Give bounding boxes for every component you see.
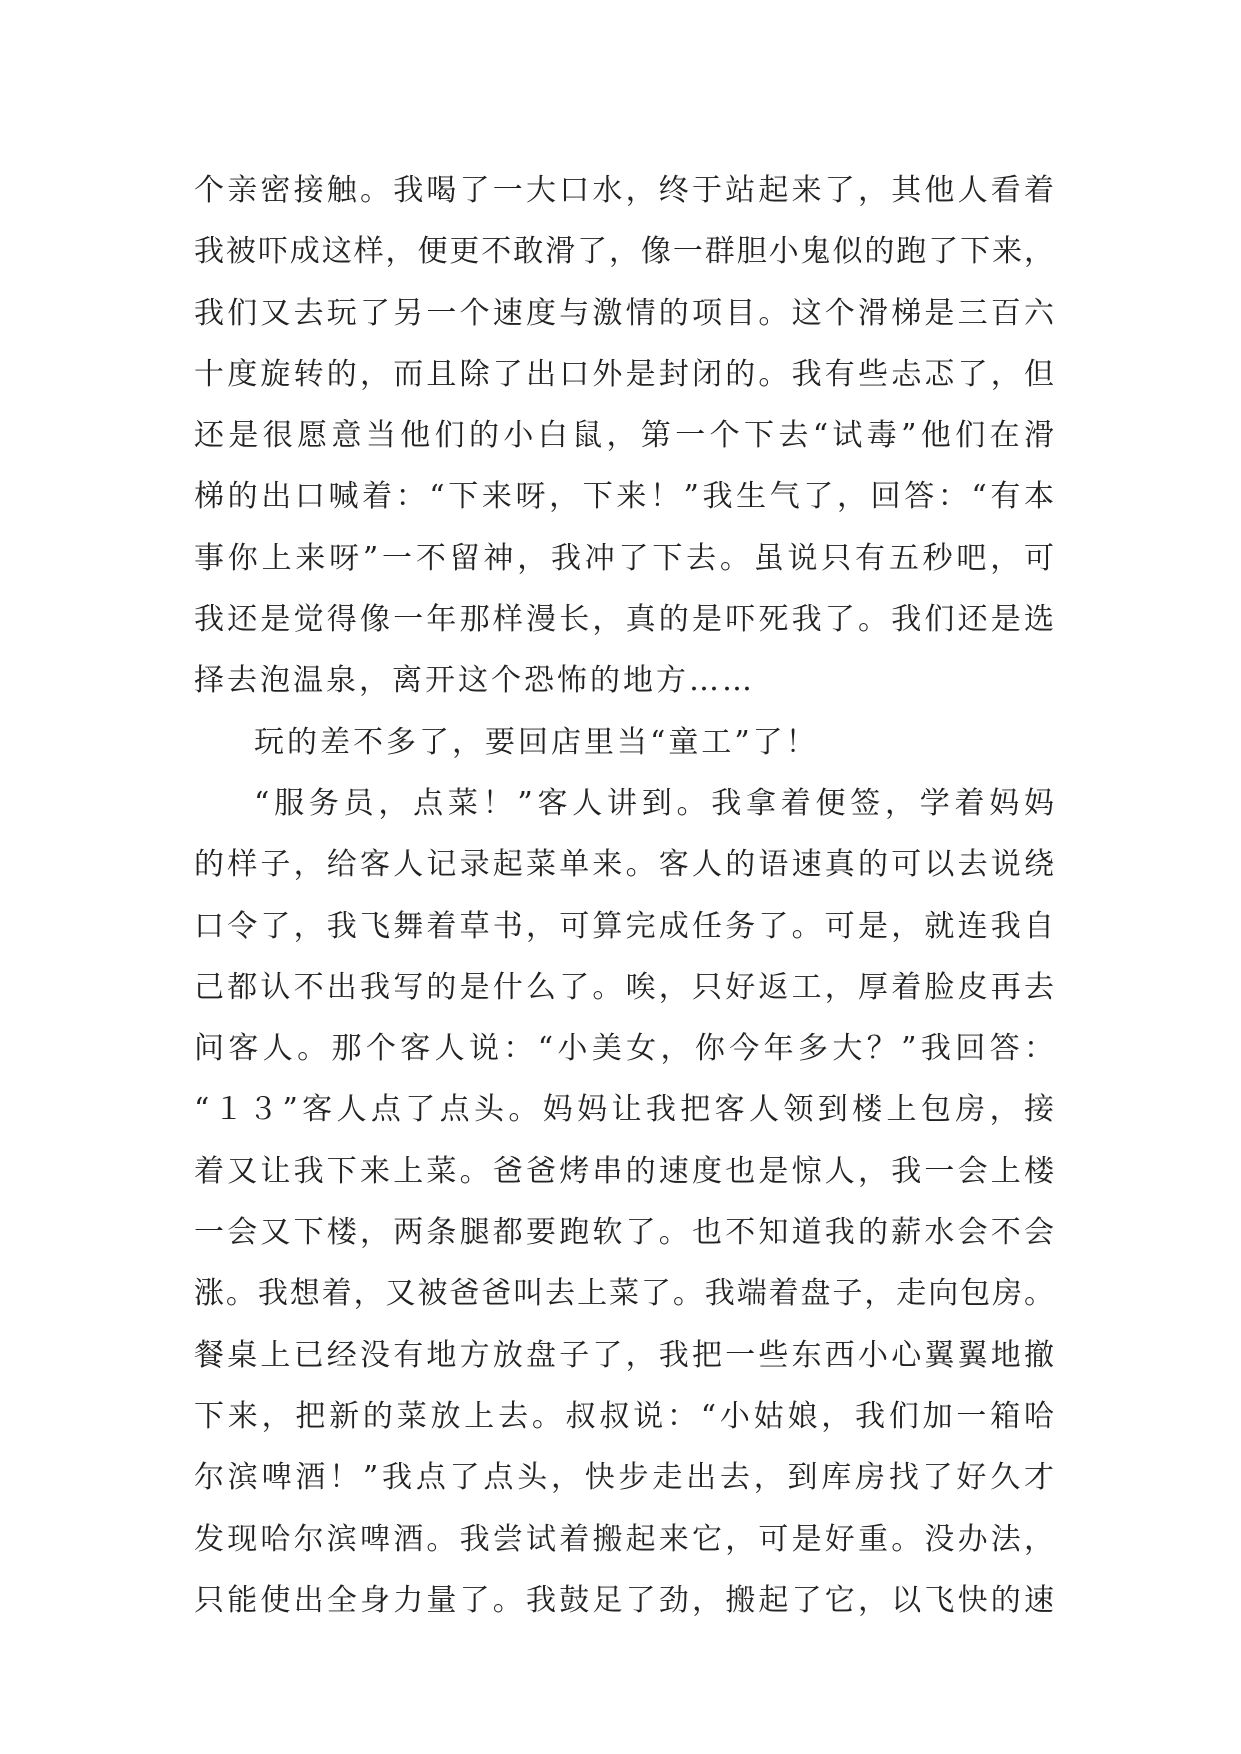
text-line: 十度旋转的，而且除了出口外是封闭的。我有些忐忑了，但 <box>194 356 1054 392</box>
text-line: 一会又下楼，两条腿都要跑软了。也不知道我的薪水会不会 <box>194 1215 1054 1251</box>
text-line: 下来，把新的菜放上去。叔叔说：“小姑娘，我们加一箱哈 <box>194 1398 1054 1434</box>
text-line: 着又让我下来上菜。爸爸烤串的速度也是惊人，我一会上楼 <box>194 1153 1054 1189</box>
text-line: 尔滨啤酒！”我点了点头，快步走出去，到库房找了好久才 <box>194 1460 1054 1496</box>
text-line: 玩的差不多了，要回店里当“童工”了！ <box>254 724 819 760</box>
text-line: 问客人。那个客人说：“小美女，你今年多大？”我回答： <box>194 1031 1054 1067</box>
text-line: 口令了，我飞舞着草书，可算完成任务了。可是，就连我自 <box>194 908 1054 944</box>
body-text <box>194 160 1054 1631</box>
text-line: 事你上来呀”一不留神，我冲了下去。虽说只有五秒吧，可 <box>194 540 1054 576</box>
text-line: 发现哈尔滨啤酒。我尝试着搬起来它，可是好重。没办法， <box>194 1521 1054 1557</box>
text-line: 己都认不出我写的是什么了。唉，只好返工，厚着脸皮再去 <box>194 969 1054 1005</box>
text-line: 我还是觉得像一年那样漫长，真的是吓死我了。我们还是选 <box>194 602 1054 638</box>
text-line: 我被吓成这样，便更不敢滑了，像一群胆小鬼似的跑了下来， <box>194 234 1054 270</box>
text-line: “１３”客人点了点头。妈妈让我把客人领到楼上包房，接 <box>194 1092 1054 1128</box>
text-line: 择去泡温泉，离开这个恐怖的地方…… <box>194 663 755 699</box>
text-line: 的样子，给客人记录起菜单来。客人的语速真的可以去说绕 <box>194 847 1054 883</box>
text-line: 梯的出口喊着：“下来呀，下来！”我生气了，回答：“有本 <box>194 479 1054 515</box>
text-line: “服务员，点菜！”客人讲到。我拿着便签，学着妈妈 <box>254 785 1054 821</box>
text-line: 我们又去玩了另一个速度与激情的项目。这个滑梯是三百六 <box>194 295 1054 331</box>
text-line: 涨。我想着，又被爸爸叫去上菜了。我端着盘子，走向包房。 <box>194 1276 1054 1312</box>
text-line: 只能使出全身力量了。我鼓足了劲，搬起了它，以飞快的速 <box>194 1582 1054 1618</box>
text-line: 还是很愿意当他们的小白鼠，第一个下去“试毒”他们在滑 <box>194 418 1054 454</box>
text-line: 个亲密接触。我喝了一大口水，终于站起来了，其他人看着 <box>194 173 1054 208</box>
text-line: 餐桌上已经没有地方放盘子了，我把一些东西小心翼翼地撤 <box>194 1337 1054 1373</box>
